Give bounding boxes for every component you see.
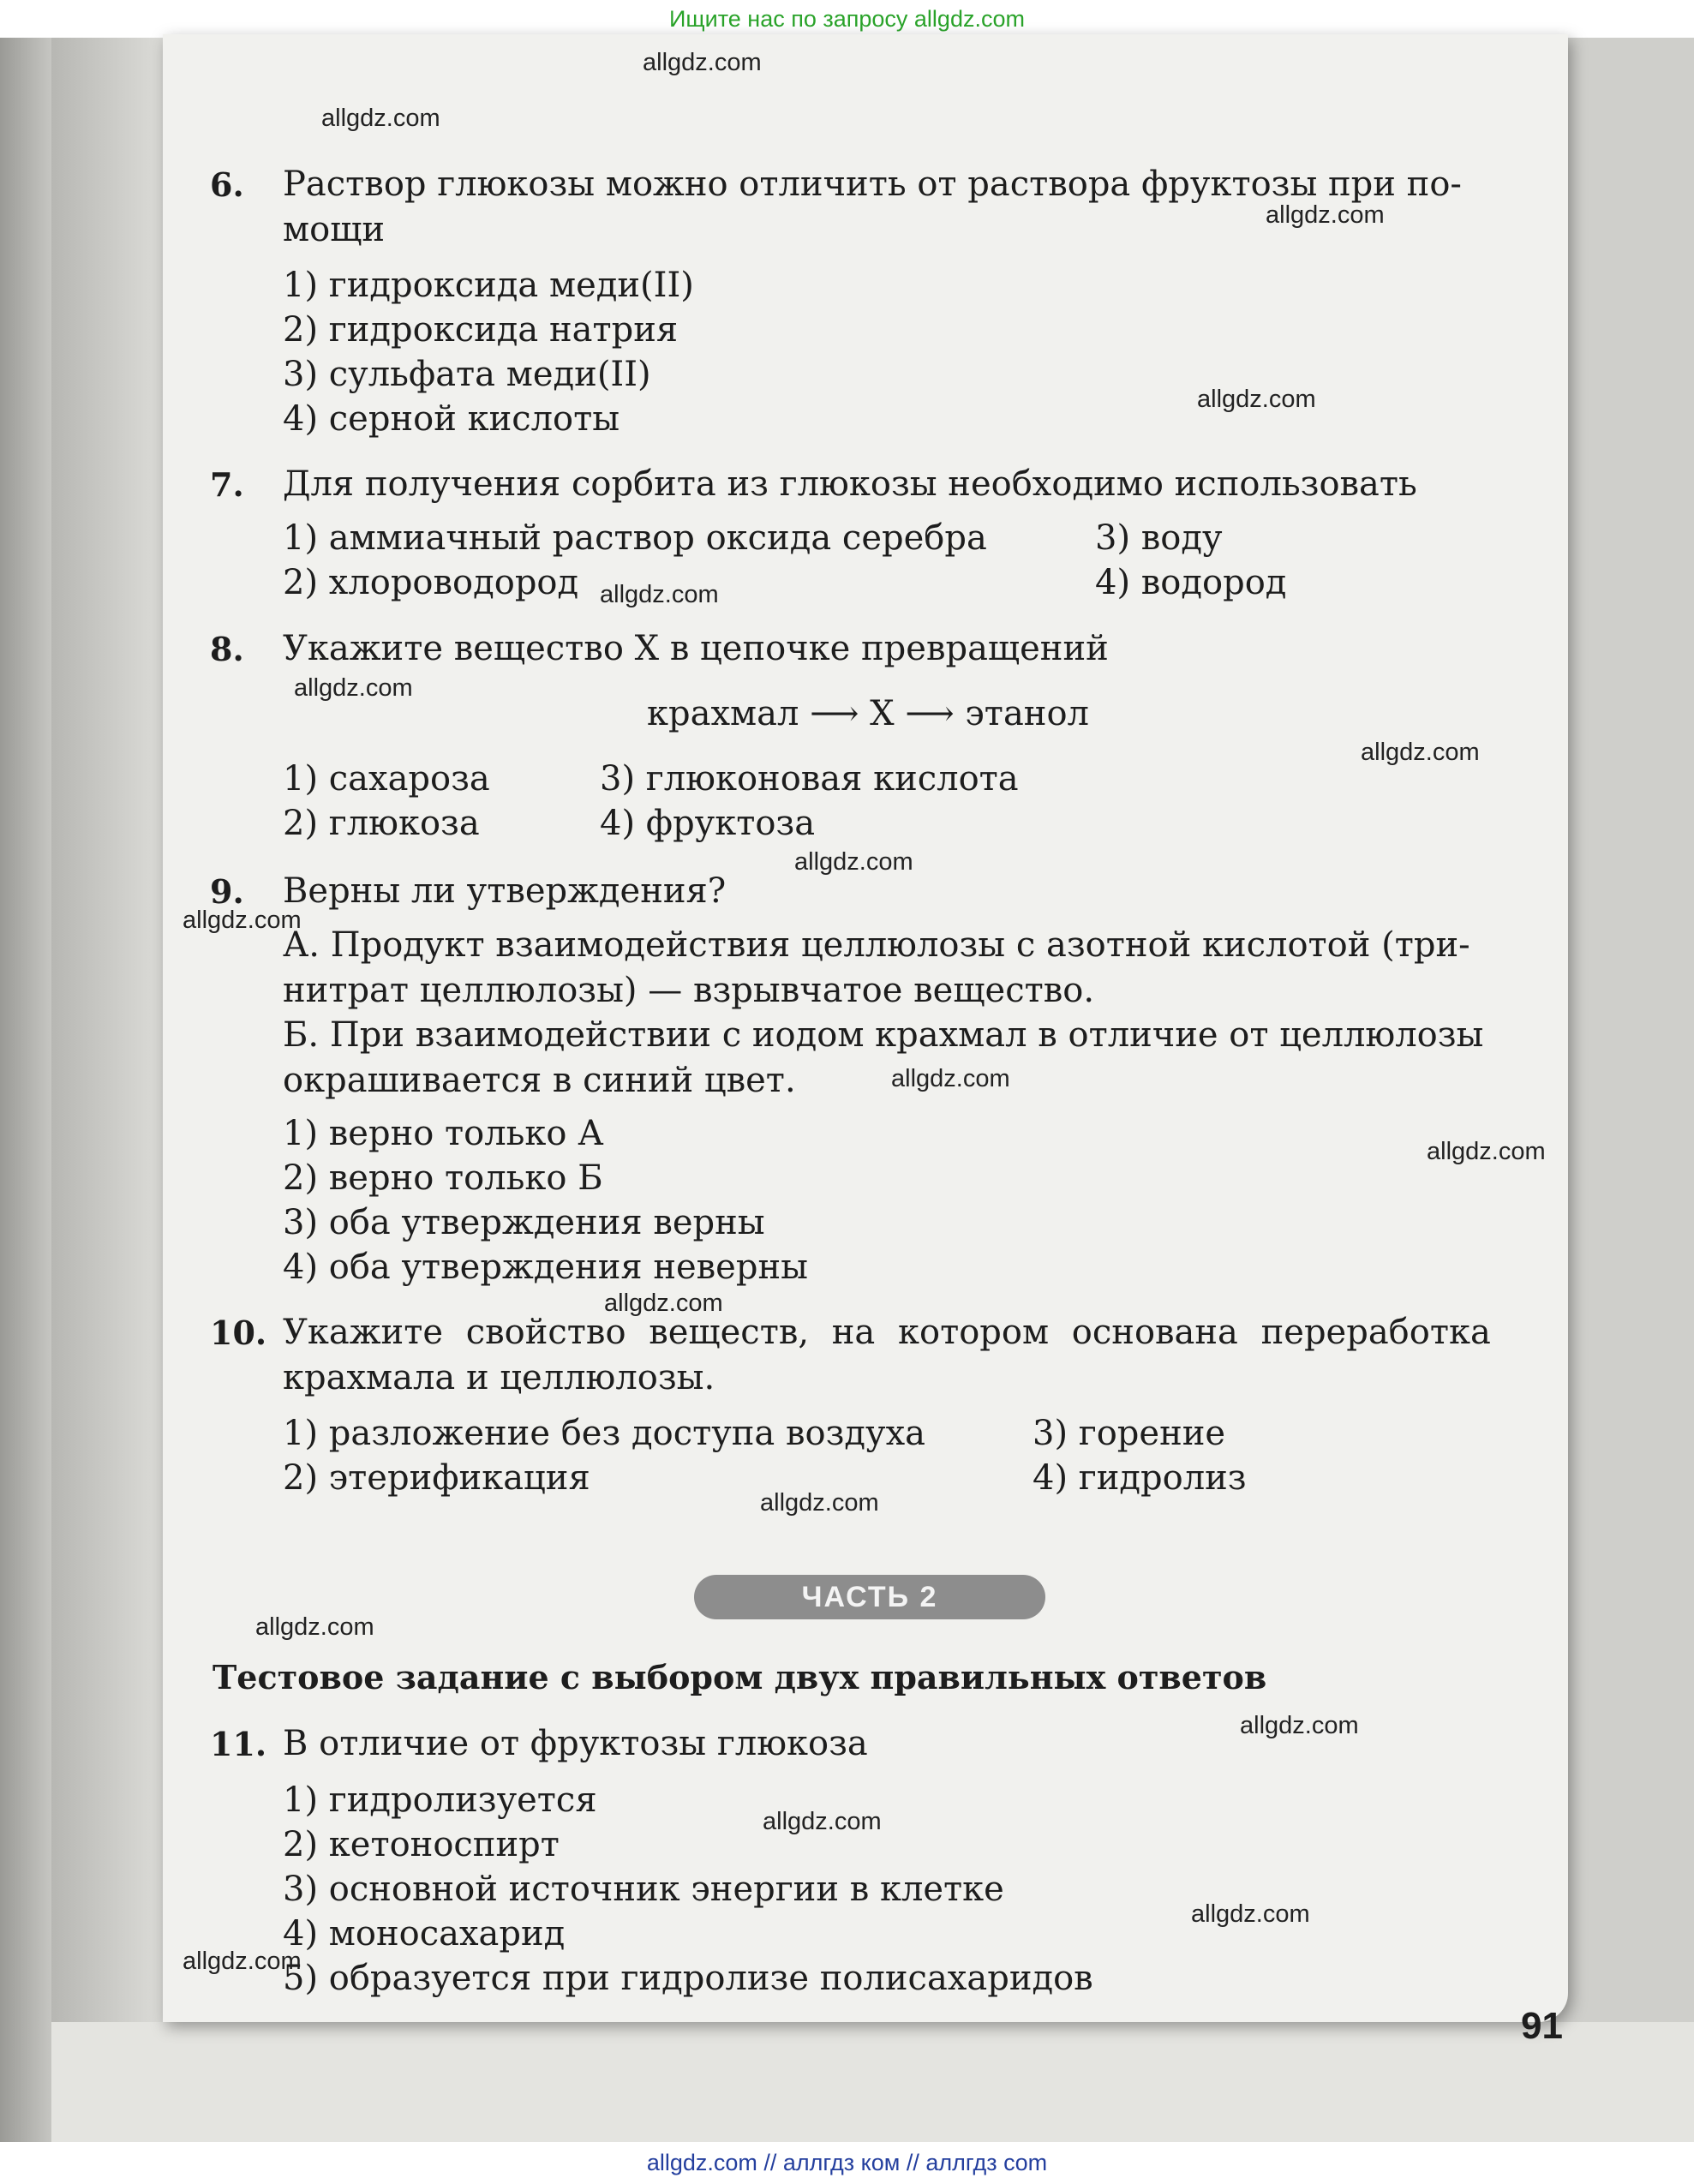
answer-option: 4) гидролиз xyxy=(1033,1458,1247,1498)
watermark: allgdz.com xyxy=(763,1808,882,1835)
watermark: allgdz.com xyxy=(1266,201,1385,229)
statement: Б. При взаимодействии с иодом крахмал в отличие от целлюлозы xyxy=(283,1015,1484,1055)
watermark: allgdz.com xyxy=(1197,386,1316,413)
answer-option: 3) сульфата меди(II) xyxy=(283,355,651,394)
section-label: ЧАСТЬ 2 xyxy=(694,1575,1045,1619)
answer-option: 3) оба утверждения верны xyxy=(283,1203,765,1242)
question-number: 10. xyxy=(210,1313,267,1352)
statement: А. Продукт взаимодействия целлюлозы с азотной кислотой (три- xyxy=(283,925,1470,965)
answer-option: 2) этерификация xyxy=(283,1458,590,1498)
watermark: allgdz.com xyxy=(321,105,440,132)
question-text: мощи xyxy=(283,210,386,249)
answer-option: 3) основной источник энергии в клетке xyxy=(283,1870,1004,1909)
statement: окрашивается в синий цвет. xyxy=(283,1061,796,1100)
answer-option: 2) верно только Б xyxy=(283,1158,603,1198)
bottom-banner[interactable]: allgdz.com // аллгдз ком // аллгдз com xyxy=(0,2142,1694,2184)
answer-option: 2) кетоноспирт xyxy=(283,1825,560,1864)
answer-option: 3) воду xyxy=(1095,518,1223,558)
watermark: allgdz.com xyxy=(643,49,762,76)
question-text: Раствор глюкозы можно отличить от раствора фруктозы при по- xyxy=(283,165,1462,204)
section-title: Тестовое задание с выбором двух правильных ответов xyxy=(212,1658,1267,1696)
question-text: В отличие от фруктозы глюкоза xyxy=(283,1724,868,1763)
book-fold xyxy=(51,0,163,2184)
answer-option: 4) оба утверждения неверны xyxy=(283,1248,808,1287)
answer-option: 2) гидроксида натрия xyxy=(283,310,679,350)
watermark: allgdz.com xyxy=(183,907,302,934)
watermark: allgdz.com xyxy=(183,1948,302,1975)
watermark: allgdz.com xyxy=(1240,1712,1359,1739)
watermark: allgdz.com xyxy=(891,1065,1010,1092)
question-number: 9. xyxy=(210,872,244,911)
watermark: allgdz.com xyxy=(794,848,913,876)
watermark: allgdz.com xyxy=(1191,1900,1310,1928)
answer-option: 4) серной кислоты xyxy=(283,399,620,439)
watermark: allgdz.com xyxy=(255,1613,374,1641)
question-text: Укажите вещество X в цепочке превращений xyxy=(283,629,1109,668)
question-number: 11. xyxy=(210,1725,267,1763)
answer-option: 2) хлороводород xyxy=(283,563,579,602)
question-text: Верны ли утверждения? xyxy=(283,871,727,911)
answer-option: 1) верно только А xyxy=(283,1114,604,1153)
watermark: allgdz.com xyxy=(1361,739,1480,766)
question-text: Укажите свойство веществ, на котором основана переработка xyxy=(283,1313,1491,1352)
top-banner[interactable]: Ищите нас по запросу allgdz.com xyxy=(0,0,1694,38)
answer-option: 2) глюкоза xyxy=(283,804,480,843)
watermark: allgdz.com xyxy=(1427,1138,1546,1165)
answer-option: 4) моносахарид xyxy=(283,1914,566,1954)
answer-option: 1) гидроксида меди(II) xyxy=(283,266,694,305)
answer-option: 3) горение xyxy=(1033,1414,1226,1453)
answer-option: 5) образуется при гидролизе полисахаридов xyxy=(283,1959,1093,1998)
question-text: крахмала и целлюлозы. xyxy=(283,1358,715,1397)
answer-option: 3) глюконовая кислота xyxy=(600,759,1019,799)
watermark: allgdz.com xyxy=(600,581,719,608)
book-left-edge xyxy=(0,0,51,2184)
question-number: 7. xyxy=(210,465,244,504)
answer-option: 1) гидролизуется xyxy=(283,1780,597,1820)
answer-option: 1) аммиачный раствор оксида серебра xyxy=(283,518,987,558)
answer-option: 1) сахароза xyxy=(283,759,490,799)
answer-option: 4) фруктоза xyxy=(600,804,816,843)
watermark: allgdz.com xyxy=(760,1489,879,1517)
statement: нитрат целлюлозы) — взрывчатое вещество. xyxy=(283,971,1095,1010)
watermark: allgdz.com xyxy=(294,674,413,702)
answer-option: 4) водород xyxy=(1095,563,1287,602)
watermark: allgdz.com xyxy=(604,1289,723,1317)
question-number: 8. xyxy=(210,630,244,668)
question-text: Для получения сорбита из глюкозы необходимо использовать xyxy=(283,464,1417,504)
question-number: 6. xyxy=(210,165,244,204)
page-number: 91 xyxy=(1521,2005,1563,2047)
reaction-chain: крахмал ⟶ X ⟶ этанол xyxy=(647,694,1089,733)
answer-option: 1) разложение без доступа воздуха xyxy=(283,1414,925,1453)
